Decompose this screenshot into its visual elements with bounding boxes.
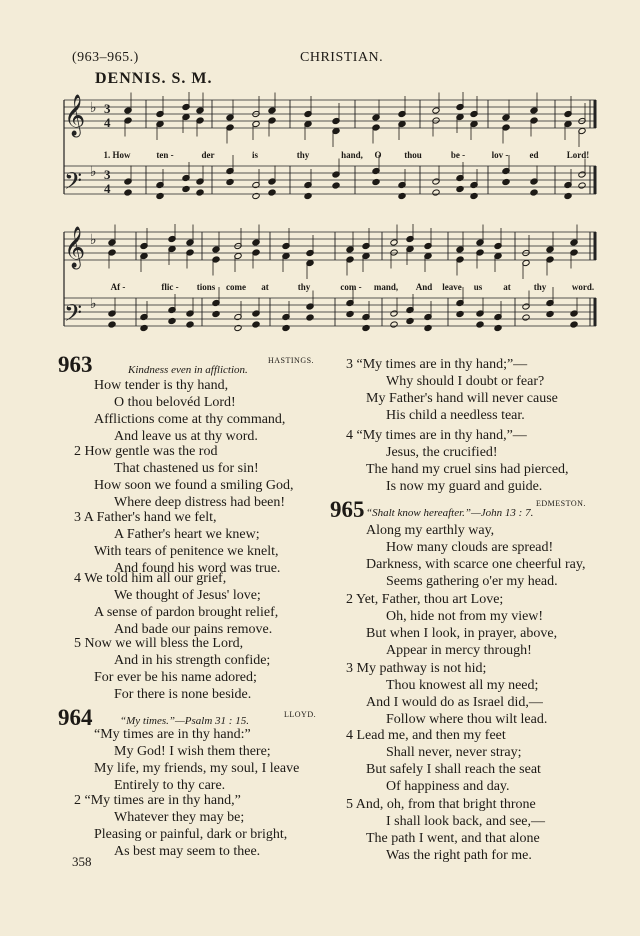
lyric-syllable: word. [571, 282, 595, 292]
stanza-line: The path I went, and that alone [366, 831, 540, 846]
stanza-line: 5 Now we will bless the Lord, [74, 636, 244, 651]
hymn-number-965: 965 [330, 497, 365, 522]
bass-note-head [252, 321, 260, 328]
bass-note-head [390, 321, 398, 328]
bass-note-head [212, 310, 220, 317]
hymn-964-tune: LLOYD. [284, 710, 317, 719]
lyric-syllable: tions [196, 282, 216, 292]
hymn-range: (963–965.) [72, 50, 139, 65]
lyric-syllable: com - [340, 282, 362, 292]
time-signature-top: 3 [104, 167, 111, 182]
bass-note-head [406, 317, 414, 324]
stanza-line: And bade our pains remove. [114, 622, 273, 637]
hymn-964-stanza-3 [346, 356, 558, 424]
hymn-965-stanza-2 [346, 591, 557, 659]
hymn-963-stanza-1 [74, 377, 285, 445]
stanza-line: And leave us at thy word. [114, 429, 258, 444]
lyric-syllable: Lord! [566, 150, 590, 160]
treble-clef-icon: 𝄞 [64, 95, 86, 136]
hymn-963-subtitle: Kindness even in affliction. [128, 364, 248, 376]
page-number: 358 [72, 854, 92, 869]
bass-note-head [424, 324, 432, 331]
lyric-syllable: O [374, 150, 382, 160]
stanza-line: Pleasing or painful, dark or bright, [94, 827, 288, 842]
bass-clef-icon: 𝄢 [64, 167, 83, 200]
flat-icon: ♭ [90, 164, 97, 180]
stanza-line: “My times are in thy hand:” [94, 727, 251, 742]
hymn-964-stanza-2 [74, 792, 287, 860]
treble-clef-icon: 𝄞 [64, 227, 86, 268]
lyric-syllable: is [251, 150, 259, 160]
bass-note-head [522, 314, 530, 321]
bass-note-head [346, 310, 354, 317]
stanza-line: Seems gathering o'er my head. [386, 574, 558, 589]
lyric-syllable: flic - [161, 282, 179, 292]
stanza-line: O thou belovéd Lord! [114, 395, 236, 410]
stanza-line: 5 And, oh, from that bright throne [346, 797, 536, 812]
lyric-syllable: mand, [373, 282, 399, 292]
stanza-line: Follow where thou wilt lead. [386, 712, 548, 727]
stanza-line: For there is none beside. [114, 687, 252, 702]
stanza-line: For ever be his name adored; [94, 670, 257, 685]
stanza-line: 2 “My times are in thy hand,” [74, 793, 241, 808]
stanza-line: As best may seem to thee. [114, 844, 261, 859]
bass-note-head [432, 189, 440, 196]
bass-note-head [332, 182, 340, 189]
stanza-line: Darkness, with scarce one cheerful ray, [366, 557, 586, 572]
stanza-line: Is now my guard and guide. [386, 479, 543, 494]
bass-note-head [470, 192, 478, 199]
bass-note-head [456, 310, 464, 317]
hymn-965-stanza-1 [346, 522, 586, 590]
music-system-1 [60, 92, 600, 220]
tune-title: DENNIS. S. M. [95, 70, 213, 87]
bass-note-head [372, 178, 380, 185]
stanza-line: 2 How gentle was the rod [74, 444, 218, 459]
bass-note-head [530, 189, 538, 196]
stanza-line: And in his strength confide; [114, 653, 271, 668]
lyric-syllable: be - [450, 150, 466, 160]
bass-note-head [578, 182, 586, 189]
bass-note-head [156, 192, 164, 199]
flat-icon: ♭ [90, 100, 97, 116]
flat-icon: ♭ [90, 296, 97, 312]
stanza-line: 4 We told him all our grief, [74, 571, 227, 586]
bass-note-head [108, 321, 116, 328]
flat-icon: ♭ [90, 232, 97, 248]
lyric-syllable: And [415, 282, 433, 292]
stanza-line: 3 “My times are in thy hand;”— [346, 357, 528, 372]
bass-note-head [362, 324, 370, 331]
bass-note-head [304, 192, 312, 199]
hymn-963-stanza-4 [74, 570, 278, 638]
stanza-line: 3 My pathway is not hid; [346, 661, 487, 676]
hymn-963-stanza-3 [74, 509, 280, 577]
stanza-line: My Father's hand will never cause [366, 391, 558, 406]
lyric-syllable: thy [533, 282, 547, 292]
bass-note-head [494, 324, 502, 331]
stanza-line: Whatever they may be; [114, 810, 245, 825]
lyric-syllable: thou [404, 150, 422, 160]
bass-note-head [456, 185, 464, 192]
stanza-line: 3 A Father's hand we felt, [74, 510, 217, 525]
lyric-syllable: Af - [110, 282, 126, 292]
stanza-line: His child a needless tear. [386, 408, 525, 423]
lyric-syllable: lov - [491, 150, 509, 160]
stanza-line: Appear in mercy through! [386, 643, 532, 658]
hymn-964-stanza-1 [74, 726, 299, 794]
lyric-syllable: der [201, 150, 215, 160]
music-system-2 [60, 224, 600, 350]
stanza-line: We thought of Jesus' love; [114, 588, 261, 603]
lyric-syllable: at [503, 282, 511, 292]
bass-note-head [252, 192, 260, 199]
hymn-963-stanza-2 [74, 443, 294, 511]
bass-note-head [502, 178, 510, 185]
stanza-line: And found his word was true. [114, 561, 281, 576]
hymn-965-subtitle: “Shalt know hereafter.”—John 13 : 7. [366, 507, 534, 519]
bass-note-head [570, 321, 578, 328]
stanza-line: Entirely to thy care. [114, 778, 226, 793]
stanza-line: My life, my friends, my soul, I leave [94, 761, 300, 776]
lyric-syllable: leave [442, 282, 462, 292]
lyric-syllable: ed [529, 150, 539, 160]
bass-note-head [226, 178, 234, 185]
stanza-line: Oh, hide not from my view! [386, 609, 544, 624]
stanza-line: That chastened us for sin! [114, 461, 259, 476]
stanza-line: Jesus, the crucified! [386, 445, 498, 460]
hymn-number-963: 963 [58, 352, 93, 377]
bass-note-head [476, 321, 484, 328]
bass-note-head [168, 317, 176, 324]
hymn-964-stanza-4 [346, 427, 569, 495]
running-head: CHRISTIAN. [300, 50, 384, 65]
lyric-syllable: at [261, 282, 269, 292]
stanza-line: My God! I wish them there; [114, 744, 271, 759]
hymn-964-subtitle: “My times.”—Psalm 31 : 15. [120, 715, 249, 727]
stanza-line: But safely I shall reach the seat [366, 762, 541, 777]
hymn-965-stanza-5 [346, 796, 545, 864]
bass-note-head [282, 324, 290, 331]
stanza-line: Shall never, never stray; [386, 745, 522, 760]
stanza-line: But when I look, in prayer, above, [366, 626, 558, 641]
stanza-line: 4 “My times are in thy hand,”— [346, 428, 527, 443]
bass-note-head [564, 192, 572, 199]
lyric-syllable: thy [296, 150, 310, 160]
bass-note-head [182, 185, 190, 192]
stanza-line: A sense of pardon brought relief, [94, 605, 279, 620]
bass-clef-icon: 𝄢 [64, 299, 83, 332]
lyric-syllable: hand, [341, 150, 363, 160]
bass-note-head [546, 310, 554, 317]
bass-note-head [186, 321, 194, 328]
stanza-line: Of happiness and day. [386, 779, 510, 794]
stanza-line: Thou knowest all my need; [386, 678, 539, 693]
stanza-line: 2 Yet, Father, thou art Love; [346, 592, 504, 607]
stanza-line: I shall look back, and see,— [386, 814, 546, 829]
bass-note-head [268, 189, 276, 196]
bass-note-head [124, 189, 132, 196]
stanza-line: A Father's heart we knew; [114, 527, 260, 542]
time-signature-bottom: 4 [104, 115, 111, 130]
hymn-963-stanza-5 [74, 635, 270, 703]
stanza-line: Why should I doubt or fear? [386, 374, 545, 389]
stanza-line: Afflictions come at thy command, [94, 412, 286, 427]
lyric-syllable: 1. How [103, 150, 131, 160]
bass-note-head [306, 314, 314, 321]
lyric-syllable: thy [297, 282, 311, 292]
hymn-965-stanza-3 [346, 660, 547, 728]
time-signature-top: 3 [104, 101, 111, 116]
stanza-line: With tears of penitence we knelt, [94, 544, 279, 559]
stanza-line: How many clouds are spread! [386, 540, 554, 555]
bass-note-head [398, 192, 406, 199]
time-signature-bottom: 4 [104, 181, 111, 196]
hymn-number-964: 964 [58, 705, 93, 730]
hymn-965-stanza-4 [346, 727, 541, 795]
stanza-line: Was the right path for me. [386, 848, 532, 863]
hymn-965-tune: EDMESTON. [536, 499, 586, 508]
stanza-line: Along my earthly way, [366, 523, 495, 538]
lyric-syllable: come [226, 282, 246, 292]
stanza-line: How soon we found a smiling God, [94, 478, 294, 493]
bass-note-head [234, 324, 242, 331]
lyric-syllable: ten - [156, 150, 174, 160]
stanza-line: And I would do as Israel did,— [366, 695, 543, 710]
stanza-line: How tender is thy hand, [94, 378, 229, 393]
stanza-line: Where deep distress had been! [114, 495, 286, 510]
bass-note-head [196, 189, 204, 196]
stanza-line: The hand my cruel sins had pierced, [366, 462, 569, 477]
lyric-syllable: us [473, 282, 483, 292]
bass-note-head [140, 324, 148, 331]
stanza-line: 4 Lead me, and then my feet [346, 728, 506, 743]
hymn-963-tune: HASTINGS. [268, 356, 315, 365]
